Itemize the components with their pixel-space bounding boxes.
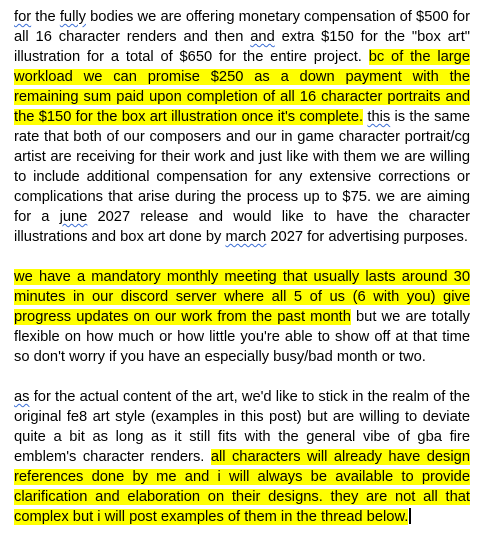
highlighted-text-designs: all characters will already have design references done by me and i will always be available to provide clarification and elaboration on their designs. they are not all that complex but i will post examples of them in the thread below. [14, 449, 470, 525]
highlighted-text-payment: bc of the large workload we can promise $250 as a down payment with the remaining sum paid upon completion of all 16 character portraits and the $150 for the box art illustration once it's complete. [14, 49, 470, 125]
spellcheck-word-march: march [225, 229, 267, 245]
text-run: for the actual content of the art, we'd like to stick in the realm of the original fe8 art style (examples in this post) but are willing to deviate quite a bit as long as it still fits with the general vibe of gba fire emblem's character renders. [14, 389, 470, 465]
text-cursor [409, 508, 411, 524]
spellcheck-word-this: this [367, 109, 391, 125]
text-run: 2027 release and would like to have the character illustrations and box art done by [14, 209, 470, 245]
spellcheck-word-as: as [14, 389, 30, 405]
text-run: is the same rate that both of our composers and our in game character portrait/cg artist are receiving for their work and just like with them we are willing to include additional compensation for any extensive corrections or complications that arise during the process up to $75. we are aiming for a [14, 109, 470, 225]
text-run: the [31, 9, 60, 25]
paragraph-meetings [14, 267, 470, 367]
spellcheck-word-june: june [59, 209, 88, 225]
spellcheck-word-fully: fully [59, 9, 86, 25]
text-run: but we are totally flexible on how much or how little you're able to show off at that time so don't worry if you have an especially busy/bad month or two. [14, 309, 470, 365]
text-run: bodies we are offering monetary compensation of $500 for all 16 character renders and then [14, 9, 470, 45]
document-body[interactable] [14, 7, 470, 547]
spellcheck-word-and: and [250, 29, 275, 45]
paragraph-compensation [14, 7, 470, 247]
paragraph-art-content [14, 387, 470, 527]
spellcheck-word-for: for [14, 9, 32, 25]
text-run: extra $150 for the "box art" illustration for a total of $650 for the entire project. [14, 29, 470, 65]
highlighted-text-meeting: we have a mandatory monthly meeting that usually lasts around 30 minutes in our discord server where all 5 of us (6 with you) give progress updates on our work from the past month [14, 269, 470, 325]
text-run: 2027 for advertising purposes. [266, 229, 468, 245]
